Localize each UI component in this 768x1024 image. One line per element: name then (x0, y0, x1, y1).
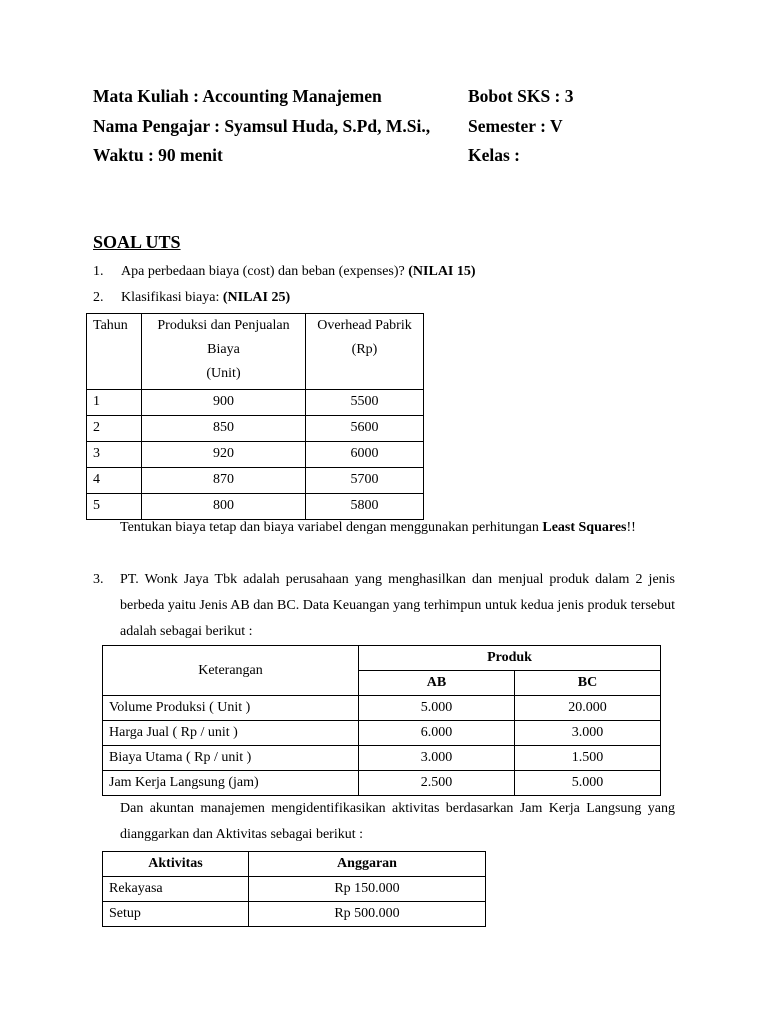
ab-cell: 5.000 (359, 696, 515, 721)
budget-cell: Rp 150.000 (249, 877, 486, 902)
table-header-row (103, 852, 486, 877)
table-row (87, 442, 424, 468)
column-header-bc: BC (515, 671, 661, 696)
question-text: Apa perbedaan biaya (cost) dan beban (expenses)? (121, 264, 409, 279)
least-squares-term: Least Squares (542, 520, 627, 535)
credit-weight: Bobot SKS : 3 (468, 86, 574, 106)
label-cell: Biaya Utama ( Rp / unit ) (103, 746, 359, 771)
question-3-number: 3. (93, 572, 104, 587)
units-cell: 900 (142, 390, 306, 416)
question-2 (93, 285, 290, 311)
semester: Semester : V (468, 115, 563, 136)
units-cell: 850 (142, 416, 306, 442)
bc-cell: 3.000 (515, 721, 661, 746)
label-cell: Volume Produksi ( Unit ) (103, 696, 359, 721)
table-header-row (103, 646, 661, 671)
question-3-intro: PT. Wonk Jaya Tbk adalah perusahaan yang menghasilkan dan menjual produk dalam 2 jenis berbeda yaitu Jenis AB dan BC. Data Keuangan yang terhimpun untuk kedua jenis produk tersebut adalah sebagai berikut : (120, 572, 675, 639)
units-cell: 920 (142, 442, 306, 468)
table-row (87, 390, 424, 416)
year-cell: 2 (87, 416, 142, 442)
activity-cell: Setup (103, 902, 249, 927)
budget-cell: Rp 500.000 (249, 902, 486, 927)
year-cell: 4 (87, 468, 142, 494)
table-row (103, 721, 661, 746)
question-text: Klasifikasi biaya: (121, 290, 223, 305)
column-header-budget: Anggaran (249, 852, 486, 877)
table-row (103, 696, 661, 721)
overhead-cell: 5800 (306, 494, 424, 520)
header-row (93, 86, 693, 116)
question-number: 1. (93, 264, 104, 279)
ab-cell: 6.000 (359, 721, 515, 746)
activity-intro: Dan akuntan manajemen mengidentifikasikan aktivitas berdasarkan Jam Kerja Langsung yang dianggarkan dan Aktivitas sebagai berikut : (120, 801, 675, 842)
table-row (103, 902, 486, 927)
course-name: Mata Kuliah : Accounting Manajemen (93, 86, 382, 106)
year-cell: 5 (87, 494, 142, 520)
label-cell: Harga Jual ( Rp / unit ) (103, 721, 359, 746)
label-cell: Jam Kerja Langsung (jam) (103, 771, 359, 796)
header-row (93, 116, 693, 146)
table-row (87, 416, 424, 442)
column-header-activity: Aktivitas (103, 852, 249, 877)
column-header-overhead: Overhead Pabrik (Rp) (306, 314, 424, 390)
overhead-cell: 5700 (306, 468, 424, 494)
column-header-ab: AB (359, 671, 515, 696)
lecturer-name: Nama Pengajar : Syamsul Huda, S.Pd, M.Si., (93, 115, 431, 136)
table-row (103, 746, 661, 771)
bc-cell: 1.500 (515, 746, 661, 771)
units-cell: 800 (142, 494, 306, 520)
year-cell: 3 (87, 442, 142, 468)
overhead-cell: 6000 (306, 442, 424, 468)
question-score: (NILAI 15) (408, 264, 476, 279)
question-score: (NILAI 25) (222, 290, 291, 305)
activity-budget-table (102, 851, 486, 927)
bc-cell: 20.000 (515, 696, 661, 721)
column-header-product: Produk (359, 646, 661, 671)
year-cell: 1 (87, 390, 142, 416)
exam-title: SOAL UTS (93, 232, 181, 252)
exam-header (93, 86, 693, 175)
table-row (87, 468, 424, 494)
table-header-row (87, 314, 424, 390)
product-data-table (102, 645, 661, 796)
class-label: Kelas : (468, 145, 521, 165)
header-row (93, 145, 693, 175)
question-1 (93, 259, 476, 285)
exam-duration: Waktu : 90 menit (93, 145, 223, 165)
table-row (103, 877, 486, 902)
units-cell: 870 (142, 468, 306, 494)
overhead-cell: 5500 (306, 390, 424, 416)
column-header-description: Keterangan (103, 646, 359, 696)
overhead-cell: 5600 (306, 416, 424, 442)
column-header-production: Produksi dan Penjualan Biaya (Unit) (142, 314, 306, 390)
activity-cell: Rekayasa (103, 877, 249, 902)
ab-cell: 2.500 (359, 771, 515, 796)
question-number: 2. (93, 290, 104, 305)
bc-cell: 5.000 (515, 771, 661, 796)
column-header-year: Tahun (87, 314, 142, 390)
question-2-instruction: Tentukan biaya tetap dan biaya variabel dengan menggunakan perhitungan Least Squares!! (120, 520, 636, 535)
table-row (103, 771, 661, 796)
ab-cell: 3.000 (359, 746, 515, 771)
cost-classification-table (86, 313, 424, 520)
